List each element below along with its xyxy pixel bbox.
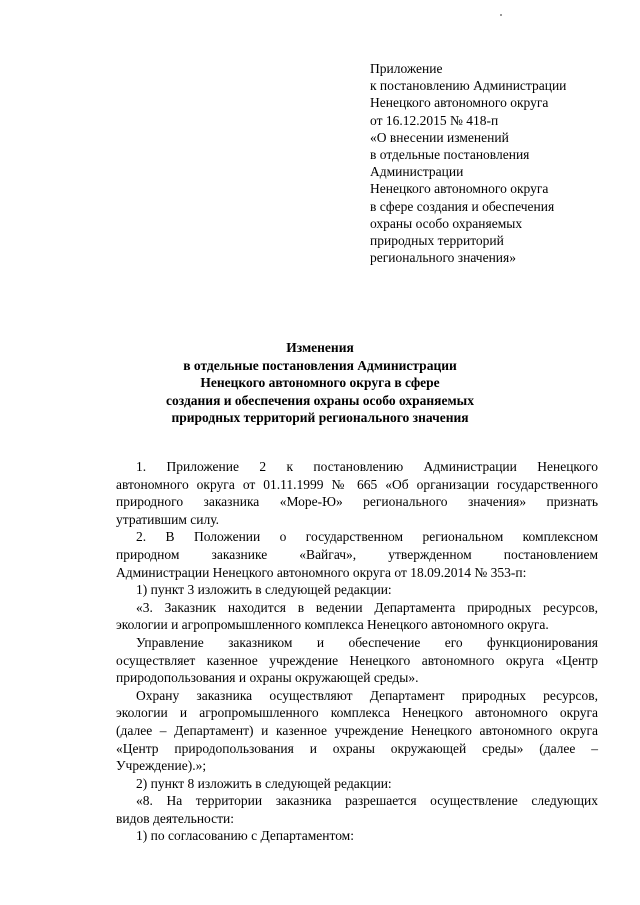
body-line: природном заказнике «Вайгач», утвержденном постановлением <box>116 546 598 562</box>
appendix-line: Ненецкого автономного округа <box>370 95 549 111</box>
body-line: 1. Приложение 2 к постановлению Администрации Ненецкого <box>136 459 598 474</box>
appendix-line: в сфере создания и обеспечения <box>370 198 555 214</box>
subitem-1: 1) пункт 3 изложить в следующей редакции: <box>136 582 392 598</box>
body-line: «3. Заказник находится в ведении Департамента природных ресурсов, <box>136 599 598 615</box>
appendix-line: Администрации <box>370 164 464 180</box>
scan-speck <box>500 14 502 16</box>
document-body <box>116 458 598 845</box>
body-line: природопользования и охраны окружающей среды». <box>116 670 419 686</box>
appendix-line: к постановлению Администрации <box>370 78 567 94</box>
subitem-3: 1) по согласованию с Департаментом: <box>136 828 354 844</box>
quote-point-3 <box>116 599 598 634</box>
appendix-line: в отдельные постановления <box>370 147 530 163</box>
appendix-line: Приложение <box>370 61 443 76</box>
title-line: в отдельные постановления Администрации <box>183 357 457 373</box>
body-line: «Центр природопользования и охраны окружающей среды» (далее – <box>116 740 598 756</box>
title-line: Ненецкого автономного округа в сфере <box>200 375 440 390</box>
body-line: экологии и агропромышленного комплекса Ненецкого автономного округа <box>116 705 598 721</box>
item-2 <box>116 528 598 581</box>
document-title <box>100 339 540 427</box>
body-line: «8. На территории заказника разрешается осуществление следующих <box>136 793 598 809</box>
appendix-line: регионального значения» <box>370 250 516 266</box>
management-paragraph <box>116 634 598 687</box>
body-line: экологии и агропромышленного комплекса Ненецкого автономного округа. <box>116 617 549 633</box>
body-line: природного заказника «Море-Ю» регионального значения» признать <box>116 494 598 510</box>
body-line: автономного округа от 01.11.1999 № 665 «Об организации государственного <box>116 476 598 492</box>
appendix-line: Ненецкого автономного округа <box>370 181 549 197</box>
body-line: 2. В Положении о государственном региональном комплексном <box>136 529 598 545</box>
item-1 <box>116 458 598 528</box>
body-line: Управление заказником и обеспечение его функционирования <box>136 634 598 650</box>
body-line: Администрации Ненецкого автономного округа от 18.09.2014 № 353-п: <box>116 564 527 580</box>
title-line: природных территорий регионального значения <box>171 410 469 425</box>
appendix-line: от 16.12.2015 № 418-п <box>370 112 499 128</box>
quote-point-8 <box>116 792 598 827</box>
body-line: Учреждение).»; <box>116 758 207 774</box>
title-line: Изменения <box>286 340 354 355</box>
appendix-line: охраны особо охраняемых <box>370 215 523 231</box>
appendix-line: природных территорий <box>370 233 504 249</box>
appendix-line: «О внесении изменений <box>370 129 509 145</box>
subitem-2: 2) пункт 8 изложить в следующей редакции: <box>136 775 392 791</box>
title-line: создания и обеспечения охраны особо охраняемых <box>166 392 474 408</box>
protection-paragraph <box>116 687 598 775</box>
appendix-header <box>370 60 620 266</box>
body-line: утратившим силу. <box>116 511 219 527</box>
body-line: (далее – Департамент) и казенное учреждение Ненецкого автономного округа <box>116 722 598 738</box>
body-line: осуществляет казенное учреждение Ненецкого автономного округа «Центр <box>116 652 598 668</box>
body-line: Охрану заказника осуществляют Департамент природных ресурсов, <box>136 687 598 703</box>
body-line: видов деятельности: <box>116 810 234 826</box>
